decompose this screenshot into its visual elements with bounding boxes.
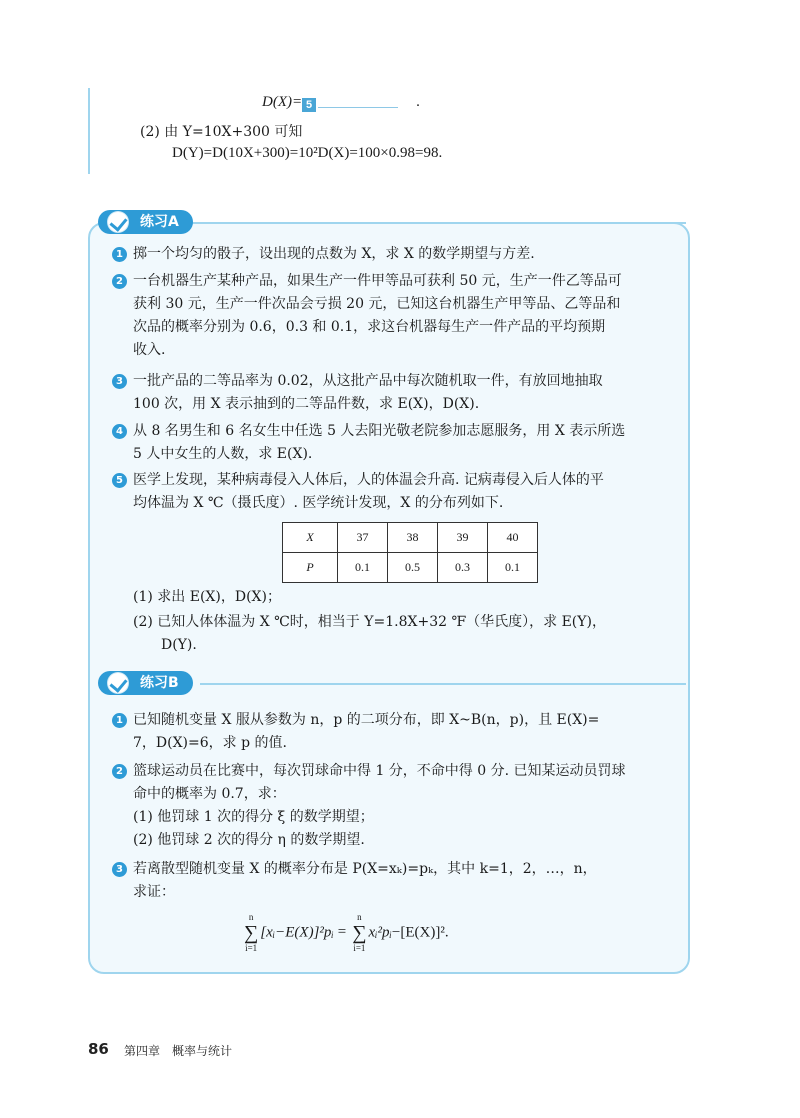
question-text: 一台机器生产某种产品，如果生产一件甲等品可获利 50 元，生产一件乙等品可 — [133, 273, 622, 289]
exercise-a-q3 — [112, 370, 672, 416]
question-text: 若离散型随机变量 X 的概率分布是 P(X=xₖ)=pₖ，其中 k=1，2，…，n， — [133, 861, 597, 877]
sigma-upper: n — [248, 912, 254, 922]
question-text: (2) 已知人体体温为 X ℃时，相当于 Y=1.8X+32 ℉（华氏度），求 E(Y)， — [133, 614, 606, 630]
question-number-badge: 4 — [112, 424, 127, 439]
section-a-title: 练习A — [140, 214, 179, 230]
question-number-badge: 3 — [112, 862, 127, 877]
table-cell: 0.1 — [488, 553, 538, 583]
question-number-badge: 1 — [112, 247, 127, 262]
question-subpart: (2) 他罚球 2 次的得分 η 的数学期望. — [133, 832, 365, 848]
dx-label: D(X)= — [262, 94, 303, 110]
page-number: 86 — [88, 1040, 109, 1058]
section-b-rule — [200, 683, 686, 685]
distribution-table — [282, 522, 538, 583]
exercise-b-q3 — [112, 858, 672, 904]
answer-marker-badge: 5 — [302, 98, 316, 112]
table-cell: 37 — [338, 523, 388, 553]
question-text: 一批产品的二等品率为 0.02，从这批产品中每次随机取一件，有放回地抽取 — [133, 373, 603, 389]
table-row — [283, 523, 538, 553]
sigma-symbol: ∑ — [352, 922, 367, 944]
summation-formula — [242, 912, 449, 954]
table-cell: 38 — [388, 523, 438, 553]
table-cell: X — [283, 523, 338, 553]
question-text-cont: 均体温为 X ℃（摄氏度）. 医学统计发现，X 的分布列如下. — [133, 495, 504, 511]
exercise-b-q2 — [112, 760, 672, 852]
table-cell: 0.5 — [388, 553, 438, 583]
formula-lhs: [xᵢ−E(X)]²pᵢ — [260, 924, 334, 941]
question-number-badge: 1 — [112, 713, 127, 728]
table-cell: 40 — [488, 523, 538, 553]
table-cell: P — [283, 553, 338, 583]
sigma-lower: i=1 — [245, 943, 258, 953]
variance-line — [262, 94, 420, 112]
answer-blank — [318, 95, 398, 108]
question-text-cont: D(Y). — [161, 637, 197, 653]
question-number-badge: 5 — [112, 473, 127, 488]
dy-computation: D(Y)=D(10X+300)=10²D(X)=100×0.98=98. — [172, 145, 443, 161]
question-text-cont: 收入. — [133, 342, 166, 358]
question-number-badge: 2 — [112, 274, 127, 289]
sigma-rhs — [352, 912, 366, 954]
exercise-a-q4 — [112, 420, 672, 466]
section-b-header — [98, 671, 193, 695]
question-text: 医学上发现，某种病毒侵入人体后，人的体温会升高. 记病毒侵入后人体的平 — [133, 472, 604, 488]
question-text: 篮球运动员在比赛中，每次罚球命中得 1 分，不命中得 0 分. 已知某运动员罚球 — [133, 763, 626, 779]
section-a-rule — [200, 222, 686, 224]
question-text: 已知随机变量 X 服从参数为 n，p 的二项分布，即 X~B(n，p)，且 E(X)= — [133, 712, 600, 728]
checkmark-icon — [108, 212, 128, 232]
question-text-cont: 5 人中女生的人数，求 E(X). — [133, 446, 313, 462]
exercise-a-q5-part2 — [133, 611, 693, 657]
exercise-a-q5 — [112, 469, 672, 515]
table-row — [283, 553, 538, 583]
formula-rhs-term: xᵢ²pᵢ — [368, 924, 392, 941]
question-text-cont: 获利 30 元，生产一件次品会亏损 20 元，已知这台机器生产甲等品、乙等品和 — [133, 296, 621, 312]
exercise-a-q2 — [112, 270, 672, 362]
solution-margin-rule — [88, 88, 90, 174]
exercise-a-q1 — [112, 243, 672, 266]
exercise-b-q1 — [112, 709, 672, 755]
question-text: 从 8 名男生和 6 名女生中任选 5 人去阳光敬老院参加志愿服务，用 X 表示所选 — [133, 423, 626, 439]
sigma-lhs — [244, 912, 258, 954]
sigma-symbol: ∑ — [244, 922, 259, 944]
question-text-cont: 次品的概率分别为 0.6，0.3 和 0.1，求这台机器每生产一件产品的平均预期 — [133, 319, 606, 335]
table-cell: 0.1 — [338, 553, 388, 583]
question-text-cont: 100 次，用 X 表示抽到的二等品件数，求 E(X)，D(X). — [133, 396, 480, 412]
exercise-a-q5-part1: (1) 求出 E(X)，D(X)； — [133, 589, 281, 605]
section-b-title: 练习B — [140, 675, 179, 691]
chapter-title: 第四章 概率与统计 — [124, 1044, 233, 1058]
formula-rhs-tail: −[E(X)]². — [391, 924, 449, 941]
table-cell: 0.3 — [438, 553, 488, 583]
question-text-cont: 求证： — [133, 884, 175, 900]
sigma-lower: i=1 — [353, 943, 366, 953]
sigma-upper: n — [357, 912, 362, 922]
table-cell: 39 — [438, 523, 488, 553]
checkmark-icon — [108, 673, 128, 693]
part2-intro: (2) 由 Y=10X+300 可知 — [140, 124, 303, 140]
section-a-header — [98, 210, 193, 234]
question-text: 掷一个均匀的骰子，设出现的点数为 X，求 X 的数学期望与方差. — [133, 246, 535, 262]
dx-end: . — [416, 94, 420, 110]
question-text-cont: 命中的概率为 0.7，求： — [133, 786, 286, 802]
formula-equals: = — [337, 924, 347, 941]
question-text-cont: 7，D(X)=6，求 p 的值. — [133, 735, 287, 751]
question-number-badge: 2 — [112, 764, 127, 779]
question-subpart: (1) 他罚球 1 次的得分 ξ 的数学期望； — [133, 809, 374, 825]
question-number-badge: 3 — [112, 374, 127, 389]
